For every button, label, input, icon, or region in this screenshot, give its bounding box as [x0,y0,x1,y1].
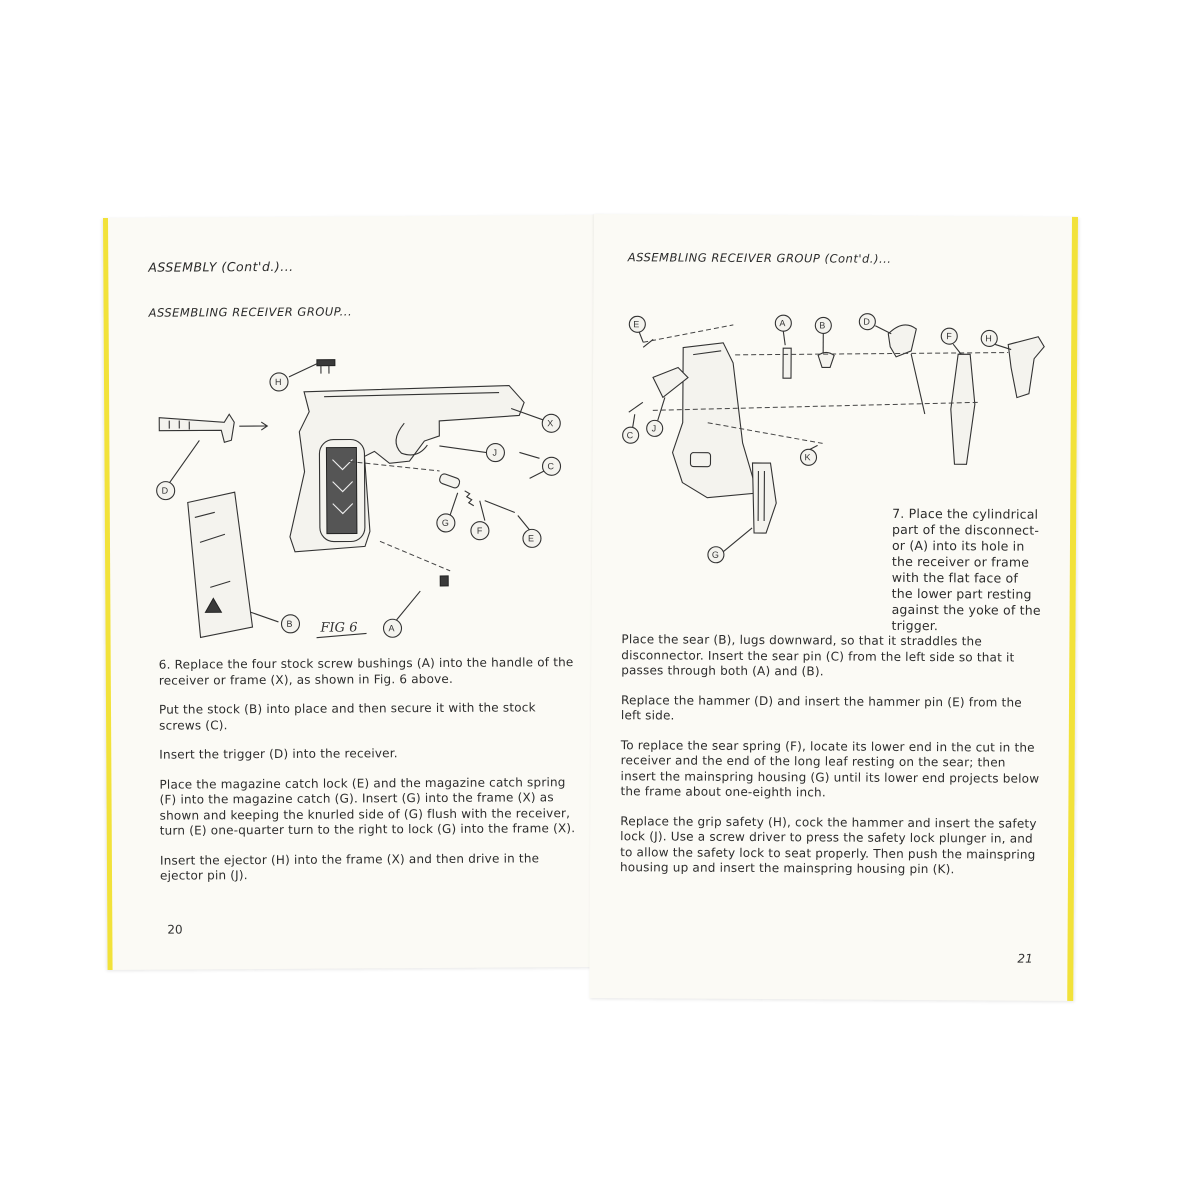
svg-text:X: X [547,418,554,429]
stock-grip-panel [188,492,253,637]
right-paragraph: Replace the hammer (D) and insert the hammer pin (E) from the left side. [620,692,1022,723]
svg-text:C: C [626,430,634,441]
svg-text:D: D [863,316,870,327]
left-paragraph: 6. Replace the four stock screw bushings (A) into the handle of the receiver or frame (X), as shown in Fig. 6 above. [158,655,574,688]
right-paragraph: Place the sear (B), lugs downward, so that it straddles the disconnector. Insert the sear pin (C) from the left side so that it passes through both (A) and (B). [621,632,1015,679]
magazine-catch-parts [349,452,540,571]
svg-text:F: F [946,331,952,342]
svg-text:E: E [633,319,640,330]
left-paragraph: Place the magazine catch lock (E) and the magazine catch spring (F) into the magazine catch (G). Insert (G) into the frame (X) as shown and keeping the knurled side of (G) flush with the receiver, turn (E) one-quarter turn to the right to lock (G) into the frame (X). [159,774,576,838]
figure-6-label: FIG 6 [320,620,358,636]
receiver-frame-drawing [289,385,525,551]
left-page-subheading: ASSEMBLING RECEIVER GROUP... [148,304,353,320]
left-page-heading: ASSEMBLY (Cont'd.)... [148,258,294,275]
trigger-part [159,414,267,443]
left-paragraph: Put the stock (B) into place and then secure it with the stock screws (C). [158,700,536,733]
svg-text:K: K [804,452,811,463]
svg-text:F: F [476,525,483,536]
left-paragraph: Insert the ejector (H) into the frame (X) and then drive in the ejector pin (J). [159,850,540,883]
left-page-number: 20 [167,922,183,937]
frame-fragment-drawing [672,342,758,498]
step-7-text: 7. Place the cylindrical part of the disconnect-or (A) into its hole in the receiver or frame with the flat face of the lower part resting against the yoke of the trigger. [891,505,1041,634]
right-page [589,214,1078,1001]
svg-text:J: J [651,423,657,434]
svg-text:A: A [779,318,786,329]
right-page-number: 21 [1017,951,1033,966]
svg-text:J: J [492,447,497,458]
svg-text:D: D [161,485,169,496]
right-page-body [620,632,1042,892]
right-paragraph: Replace the grip safety (H), cock the hammer and insert the safety lock (J). Use a screw driver to press the safety lock plunger in, and to allow the safety lock to seat properly. Then push the mainspring housing up and insert the mainspring housing pin (K). [619,813,1037,877]
figure-6-diagram [139,340,581,653]
left-page-body [159,655,580,898]
svg-text:G: G [441,517,449,528]
right-page-heading: ASSEMBLING RECEIVER GROUP (Cont'd.)... [627,250,892,266]
svg-text:G: G [711,549,719,560]
left-paragraph: Insert the trigger (D) into the receiver. [159,746,398,762]
svg-text:H: H [985,333,992,344]
svg-text:B: B [286,618,293,629]
svg-text:C: C [547,461,555,472]
svg-text:A: A [388,623,395,634]
svg-text:E: E [527,533,535,544]
ejector-part [317,360,335,366]
bushing-part [440,576,448,586]
left-page [103,215,610,970]
right-paragraph: To replace the sear spring (F), locate its lower end in the cut in the receiver and the end of the long leaf resting on the sear; then insert the mainspring housing (G) until its lower end projects below the frame about one-eighth inch. [620,737,1040,800]
svg-text:H: H [274,376,282,387]
svg-text:B: B [819,320,826,331]
